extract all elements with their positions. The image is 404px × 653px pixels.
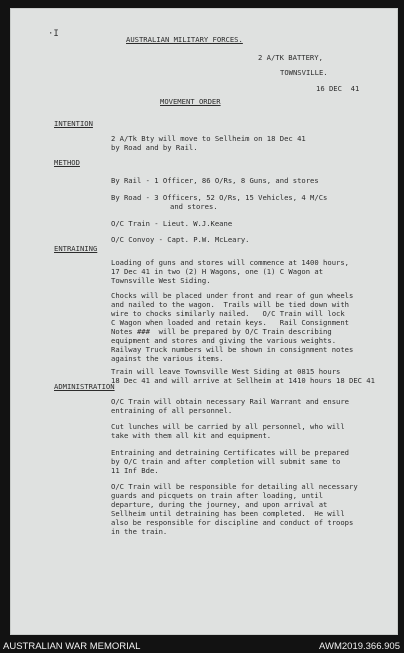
archive-accession-number: AWM2019.366.905 <box>319 641 400 652</box>
text-line: 11 Inf Bde. <box>111 466 159 475</box>
text-line: and nailed to the wagon. Trails will be tied down with <box>111 300 349 309</box>
method-road-cont: and stores. <box>170 202 218 211</box>
text-line: O/C Train will be responsible for detailing all necessary <box>111 482 358 491</box>
admin-para-4 <box>111 482 358 536</box>
text-line: O/C Train will obtain necessary Rail Warrant and ensure <box>111 397 349 406</box>
text-line: C Wagon when loaded and retain keys. Rail Consignment <box>111 318 349 327</box>
text-line: in the train. <box>111 527 168 536</box>
text-line: guards and picquets on train after loading, until <box>111 491 324 500</box>
text-line: Train will leave Townsville West Siding at 0815 hours <box>111 367 341 376</box>
method-heading: METHOD <box>54 158 80 167</box>
text-line: by O/C train and after completion will submit same to <box>111 457 341 466</box>
entraining-heading: ENTRAINING <box>54 244 98 253</box>
entraining-para-1 <box>111 258 349 285</box>
unit-name: 2 A/TK BATTERY, <box>258 53 323 62</box>
text-line: Townsville West Siding. <box>111 276 211 285</box>
text-line: equipment and stores and giving the various weights. <box>111 336 337 345</box>
oc-convoy: O/C Convoy - Capt. P.W. McLeary. <box>111 235 250 244</box>
oc-train: O/C Train - Lieut. W.J.Keane <box>111 219 233 228</box>
archive-footer <box>0 637 404 653</box>
text-line: by Road and by Rail. <box>111 143 198 152</box>
entraining-para-3 <box>111 367 375 385</box>
method-road: By Road - 3 Officers, 52 O/Rs, 15 Vehicles, 4 M/Cs <box>111 193 328 202</box>
text-line: Sellheim until detraining has been completed. He will <box>111 509 345 518</box>
text-line: 2 A/Tk Bty will move to Sellheim on 18 Dec 41 <box>111 134 306 143</box>
text-line: departure, during the journey, and upon arrival at <box>111 500 328 509</box>
text-line: entraining of all personnel. <box>111 406 233 415</box>
admin-para-3 <box>111 448 349 475</box>
location: TOWNSVILLE. <box>280 68 328 77</box>
text-line: Chocks will be placed under front and rear of gun wheels <box>111 291 354 300</box>
text-line: against the various items. <box>111 354 224 363</box>
entraining-para-2 <box>111 291 353 363</box>
intention-heading: INTENTION <box>54 119 93 128</box>
archive-name: AUSTRALIAN WAR MEMORIAL <box>3 641 141 652</box>
text-line: wire to chocks similarly nailed. O/C Train will lock <box>111 309 345 318</box>
administration-heading: ADMINISTRATION <box>54 382 115 391</box>
document-page <box>10 8 398 635</box>
text-line: Entraining and detraining Certificates will be prepared <box>111 448 349 457</box>
margin-mark: ·I <box>48 29 59 39</box>
document-date: 16 DEC 41 <box>316 84 360 93</box>
document-title: MOVEMENT ORDER <box>160 97 221 106</box>
text-line: Loading of guns and stores will commence at 1400 hours, <box>111 258 349 267</box>
text-line: 18 Dec 41 and will arrive at Sellheim at 1410 hours 18 DEC 41 <box>111 376 375 385</box>
method-rail: By Rail - 1 Officer, 86 O/Rs, 8 Guns, and stores <box>111 176 319 185</box>
text-line: Railway Truck numbers will be shown in consignment notes <box>111 345 354 354</box>
text-line: take with them all kit and equipment. <box>111 431 272 440</box>
force-heading: AUSTRALIAN MILITARY FORCES. <box>126 35 243 44</box>
text-line: also be responsible for discipline and conduct of troops <box>111 518 354 527</box>
admin-para-2 <box>111 422 345 440</box>
text-line: 17 Dec 41 in two (2) H Wagons, one (1) C Wagon at <box>111 267 324 276</box>
intention-text <box>111 134 306 152</box>
text-line: Notes ### will be prepared by O/C Train describing <box>111 327 332 336</box>
text-line: Cut lunches will be carried by all personnel, who will <box>111 422 345 431</box>
admin-para-1 <box>111 397 349 415</box>
